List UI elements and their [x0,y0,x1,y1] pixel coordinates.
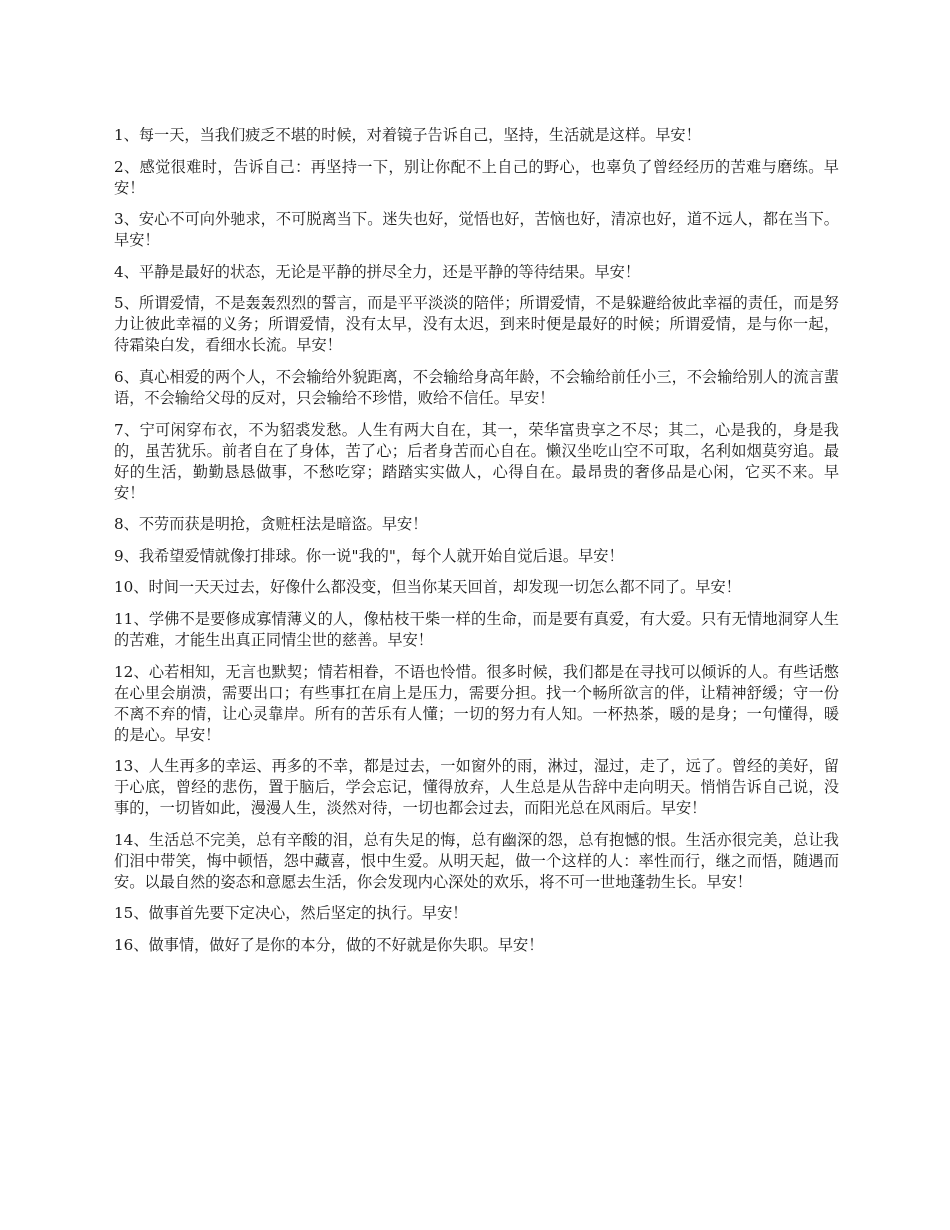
paragraph-8: 8、不劳而获是明抢，贪赃枉法是暗盗。早安！ [114,515,428,534]
paragraph-2: 2、感觉很难时，告诉自己：再坚持一下，别让你配不上自己的野心，也辜负了曾经经历的苦难与磨练。早安！ [114,157,839,197]
paragraph-11: 11、学佛不是要修成寡情薄义的人，像枯枝干柴一样的生命，而是要有真爱，有大爱。只有无情地洞穿人生的苦难，才能生出真正同情尘世的慈善。早安！ [114,609,839,649]
paragraph-6: 6、真心相爱的两个人，不会输给外貌距离，不会输给身高年龄，不会输给前任小三，不会输给别人的流言蜚语，不会输给父母的反对，只会输给不珍惜，败给不信任。早安！ [114,367,839,407]
paragraph-4: 4、平静是最好的状态，无论是平静的拼尽全力，还是平静的等待结果。早安！ [114,262,641,281]
paragraph-12: 12、心若相知，无言也默契；情若相眷，不语也怜惜。很多时候，我们都是在寻找可以倾诉的人。有些话憋在心里会崩溃，需要出口；有些事扛在肩上是压力，需要分担。找一个畅所欲言的伴，让精神舒缓；守一份不离不弃的情，让心灵靠岸。所有的苦乐有人懂；一切的努力有人知。一杯热茶，暖的是身；一句懂得，暖的是心。早安！ [114,662,839,744]
paragraph-13: 13、人生再多的幸运、再多的不幸，都是过去，一如窗外的雨，淋过，湿过，走了，远了。曾经的美好，留于心底，曾经的悲伤，置于脑后，学会忘记，懂得放弃，人生总是从告辞中走向明天。悄悄告诉自己说，没事的，一切皆如此，漫漫人生，淡然对待，一切也都会过去，而阳光总在风雨后。早安！ [114,757,839,818]
paragraph-3: 3、安心不可向外驰求，不可脱离当下。迷失也好，觉悟也好，苦恼也好，清凉也好，道不远人，都在当下。早安！ [114,210,839,250]
paragraph-7: 7、宁可闲穿布衣，不为貂裘发愁。人生有两大自在，其一，荣华富贵享之不尽；其二，心是我的，身是我的，虽苦犹乐。前者自在了身体，苦了心；后者身苦而心自在。懒汉坐吃山空不可取，名利如烟莫穷追。最好的生活，勤勤恳恳做事，不愁吃穿；踏踏实实做人，心得自在。最昂贵的奢侈品是心闲，它买不来。早安！ [114,420,839,502]
paragraph-14: 14、生活总不完美，总有辛酸的泪，总有失足的悔，总有幽深的怨，总有抱憾的恨。生活亦很完美，总让我们泪中带笑，悔中顿悟，怨中藏喜，恨中生爱。从明天起，做一个这样的人：率性而行，继之而悟，随遇而安。以最自然的姿态和意愿去生活，你会发现内心深处的欢乐，将不可一世地蓬勃生长。早安！ [114,830,839,891]
paragraph-10: 10、时间一天天过去，好像什么都没变，但当你某天回首，却发现一切怎么都不同了。早安！ [114,578,741,597]
paragraph-15: 15、做事首先要下定决心，然后坚定的执行。早安！ [114,904,468,923]
paragraph-5: 5、所谓爱情，不是轰轰烈烈的誓言，而是平平淡淡的陪伴；所谓爱情，不是躲避给彼此幸福的责任，而是努力让彼此幸福的义务；所谓爱情，没有太早，没有太迟，到来时便是最好的时候；所谓爱情，是与你一起，待霜染白发，看细水长流。早安！ [114,294,839,355]
paragraph-16: 16、做事情，做好了是你的本分，做的不好就是你失职。早安！ [114,935,544,954]
paragraph-9: 9、我希望爱情就像打排球。你一说"我的"，每个人就开始自觉后退。早安！ [114,546,624,565]
document-body [114,125,839,967]
paragraph-1: 1、每一天，当我们疲乏不堪的时候，对着镜子告诉自己，坚持，生活就是这样。早安！ [114,126,701,144]
